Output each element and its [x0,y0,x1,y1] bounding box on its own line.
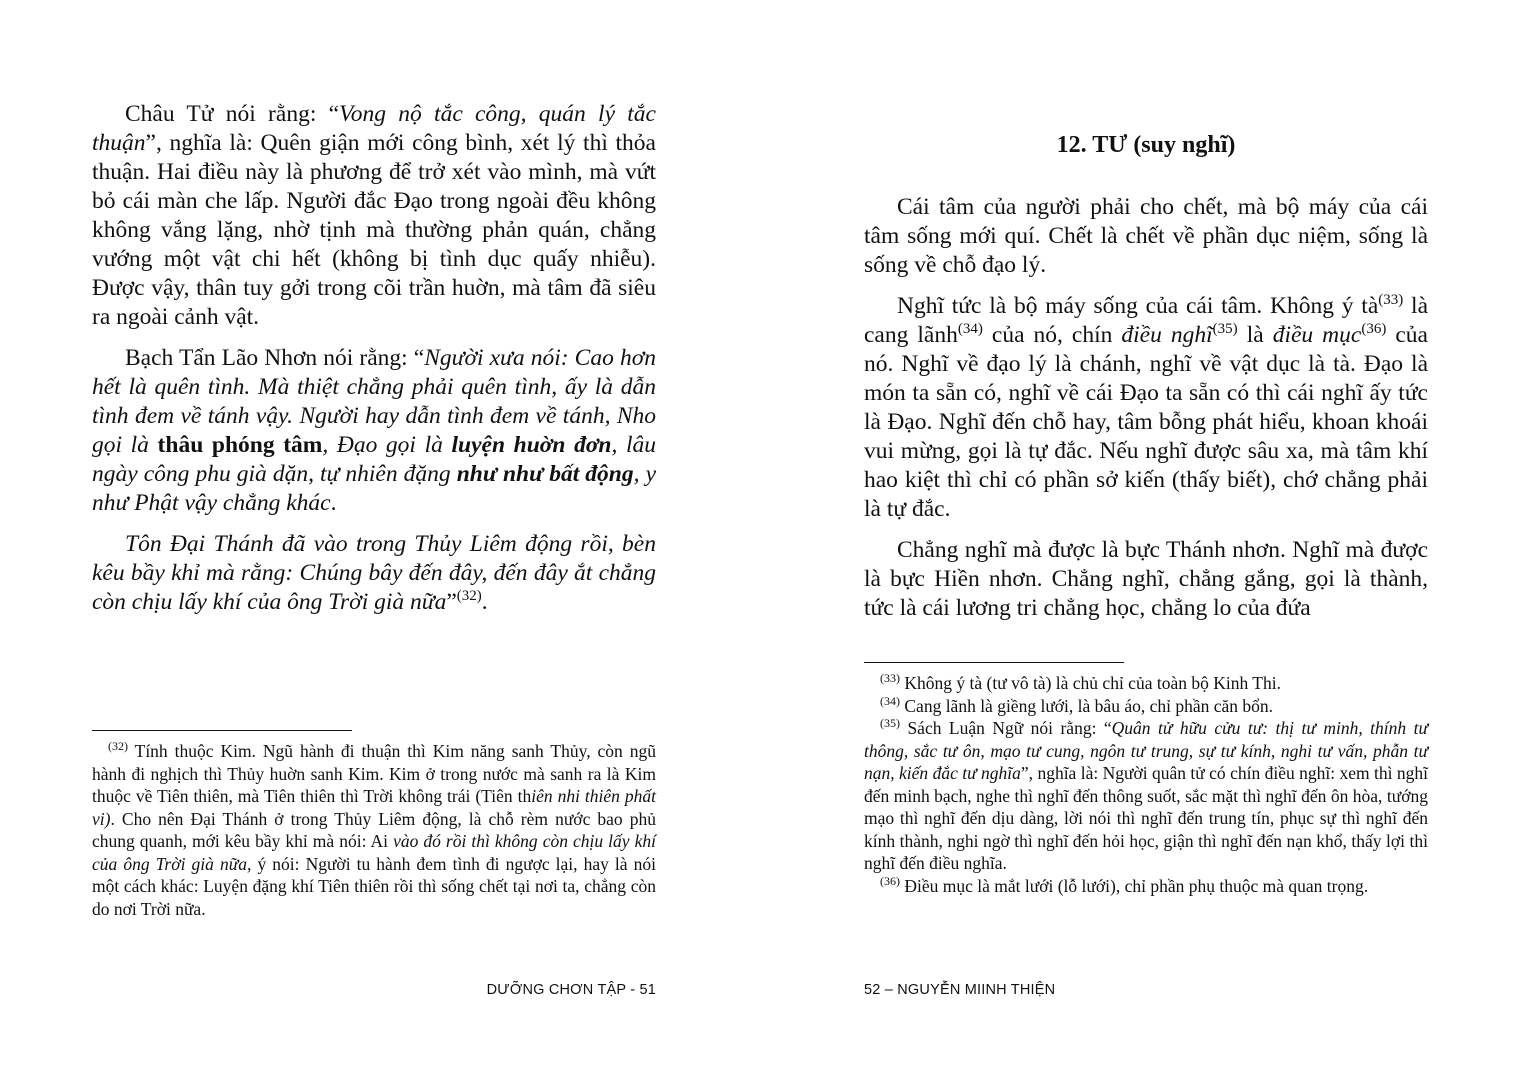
text-run: của nó. Nghĩ về đạo lý là chánh, nghĩ về vật dục là tà. Đạo là món ta sẵn có, nghĩ về cái Đạo ta sẵn có thì cái nghĩ ấy tức là Đạo. Nghĩ đến chỗ hay, tâm bỗng phát hiểu, khoan khoái vui mừng, gọi là tự đắc. Nếu nghĩ được sâu xa, mà tâm khí hao kiệt thì chỉ có phần sở kiến (thấy biết), chớ chẳng phải là tự đắc. [864,322,1428,522]
note-reference: (35) [880,716,900,731]
text-run: Vong nộ tắc công, quán lý tắc thuận [92,101,656,156]
text-run: , y như Phật vậy chẳng khác [92,461,656,516]
footnote [864,717,1428,875]
footnote-separator [92,730,352,731]
text-run: Người xưa nói: Cao hơn hết là quên tình. Mà thiệt chẳng phải quên tình, ấy là dẫn tình đem về tánh vậy. Người hay dẫn tình đem về tánh, Nho gọi là [92,345,656,458]
text-run: vào đó rồi thì không còn chịu lấy khí của ông Trời già nữa, [92,831,656,874]
footnote [864,875,1428,898]
text-run: ý nói: Người tu hành đem tình đi ngược lại, hay là nói một cách khác: Luyện đặng khí Tiên thiên rồi thì sống chết tại nơi ta, chẳng còn do nơi Trời nữa. [92,853,656,919]
right-footnotes [864,672,1428,897]
note-reference: (33) [1378,292,1404,309]
text-run: Sách Luận Ngữ nói rằng: “ [900,718,1112,738]
text-run: là cang lãnh [864,293,1428,348]
text-run: , Đạo gọi là [322,432,452,458]
text-run: điều mục [1272,322,1362,348]
text-run: Không ý tà (tư vô tà) là chủ chỉ của toàn bộ Kinh Thi. [900,673,1281,693]
text-run: ” [446,589,457,615]
left-footnotes [92,740,656,920]
text-run: Quân tử hữu cửu tư: thị tư minh, thính tư thông, sắc tư ôn, mạo tư cung, ngôn tư trung, sự tư kính, nghi tư vấn, phẫn tư nạn, kiến đắc tư nghĩa [864,718,1428,783]
note-reference: (34) [880,693,900,708]
text-run: . Cho nên Đại Thánh ở trong Thủy Liêm động, là chỗ rèm nước bao phủ chung quanh, mới kêu bầy khỉ mà nói: Ai [92,808,656,851]
text-run: điều nghĩ [1121,322,1213,348]
left-page [92,0,656,1076]
note-reference: (36) [880,873,900,888]
note-reference: (32) [456,588,482,605]
footnote-separator [864,662,1124,663]
text-run: ”, nghĩa là: Người quân tử có chín điều nghĩ: xem thì nghĩ đến minh bạch, nghe thì nghĩ đến thông suốt, sắc mặt thì nghĩ đến ôn hòa, tướng mạo thì nghĩ đến dịu dàng, lời nói thì nghĩ đến trung tín, phục sự thì nghĩ đến kính thành, nghi ngờ thì nghĩ đến hỏi học, giận thì nghĩ đến nạn khổ, thấy lợi thì nghĩ đến điều nghĩa. [864,763,1428,873]
text-run: Nghĩ tức là bộ máy sống của cái tâm. Không ý tà [897,293,1379,319]
text-run: như như bất động [456,461,634,487]
text-run: Cái tâm của người phải cho chết, mà bộ máy của cái tâm sống mới quí. Chết là chết về phần dục niệm, sống là sống về chỗ đạo lý. [864,194,1428,278]
note-reference: (35) [1212,321,1238,338]
body-paragraph [92,344,656,518]
note-reference: (32) [108,739,128,754]
footnote [864,695,1428,718]
text-run: Chẳng nghĩ mà được là bực Thánh nhơn. Nghĩ mà được là bực Hiền nhơn. Chẳng nghĩ, chẳng gắng, gọi là thành, tức là cái lương tri chẳng học, chẳng lo của đứa [864,537,1428,621]
body-paragraph [864,536,1428,623]
body-paragraph [92,100,656,332]
chapter-title: 12. TƯ (suy nghĩ) [1056,132,1236,158]
left-body-text [92,100,656,629]
right-page [864,0,1428,1076]
text-run: là [1237,322,1273,348]
text-run: Điều mục là mắt lưới (lỗ lưới), chỉ phần phụ thuộc mà quan trọng. [900,875,1369,896]
text-run: Cang lãnh là giềng lưới, là bâu áo, chỉ phần căn bổn. [900,695,1274,716]
text-run: của nó, chín [982,322,1122,348]
body-paragraph [864,292,1428,524]
footnote [92,740,656,920]
note-reference: (36) [1361,321,1387,338]
running-footer-left: DƯỠNG CHƠN TẬP - 51 [486,982,656,998]
footnote [864,672,1428,695]
body-paragraph [864,193,1428,280]
text-run: thâu phóng tâm [157,432,323,458]
text-run: ”, nghĩa là: Quên giận mới công bình, xét lý thì thỏa thuận. Hai điều này là phương để trở xét vào mình, mà vứt bỏ cái màn che lấp. Người đắc Đạo trong ngoài đều không không vắng lặng, nhờ tịnh mà thường phản quán, chẳng vướng một vật chi hết (không bị tình dục quấy nhiễu). Được vậy, thân tuy gởi trong cõi trần huờn, mà tâm đã siêu ra ngoài cảnh vật. [92,130,656,330]
note-reference: (34) [957,321,983,338]
text-run: iên nhi thiên phất vi) [92,786,656,829]
running-footer-right: 52 – NGUYỄN MIINH THIỆN [864,982,1056,998]
text-run: Tính thuộc Kim. Ngũ hành đi thuận thì Kim năng sanh Thủy, còn ngũ hành đi nghịch thì Thủy huờn sanh Kim. Kim ở trong nước mà sanh ra là Kim thuộc về Tiên thiên, mà Tiên thiên thì Trời không trái (Tiên th [92,741,656,806]
text-run: luyện huờn đơn [451,432,612,458]
text-run: . [481,589,488,615]
text-run: Bạch Tẩn Lão Nhơn nói rằng: “ [125,345,425,371]
text-run: Châu Tử nói rằng: “ [125,101,340,127]
text-run: , lâu ngày công phu già dặn, tự nhiên đặng [92,432,657,487]
right-body-text [864,193,1428,635]
body-paragraph [92,530,656,617]
note-reference: (33) [880,671,900,686]
text-run: . [330,490,337,516]
text-run: Tôn Đại Thánh đã vào trong Thủy Liêm động rồi, bèn kêu bầy khỉ mà rằng: Chúng bây đến đây, đến đây ắt chẳng còn chịu lấy khí của ông Trời già nữa [92,531,656,615]
